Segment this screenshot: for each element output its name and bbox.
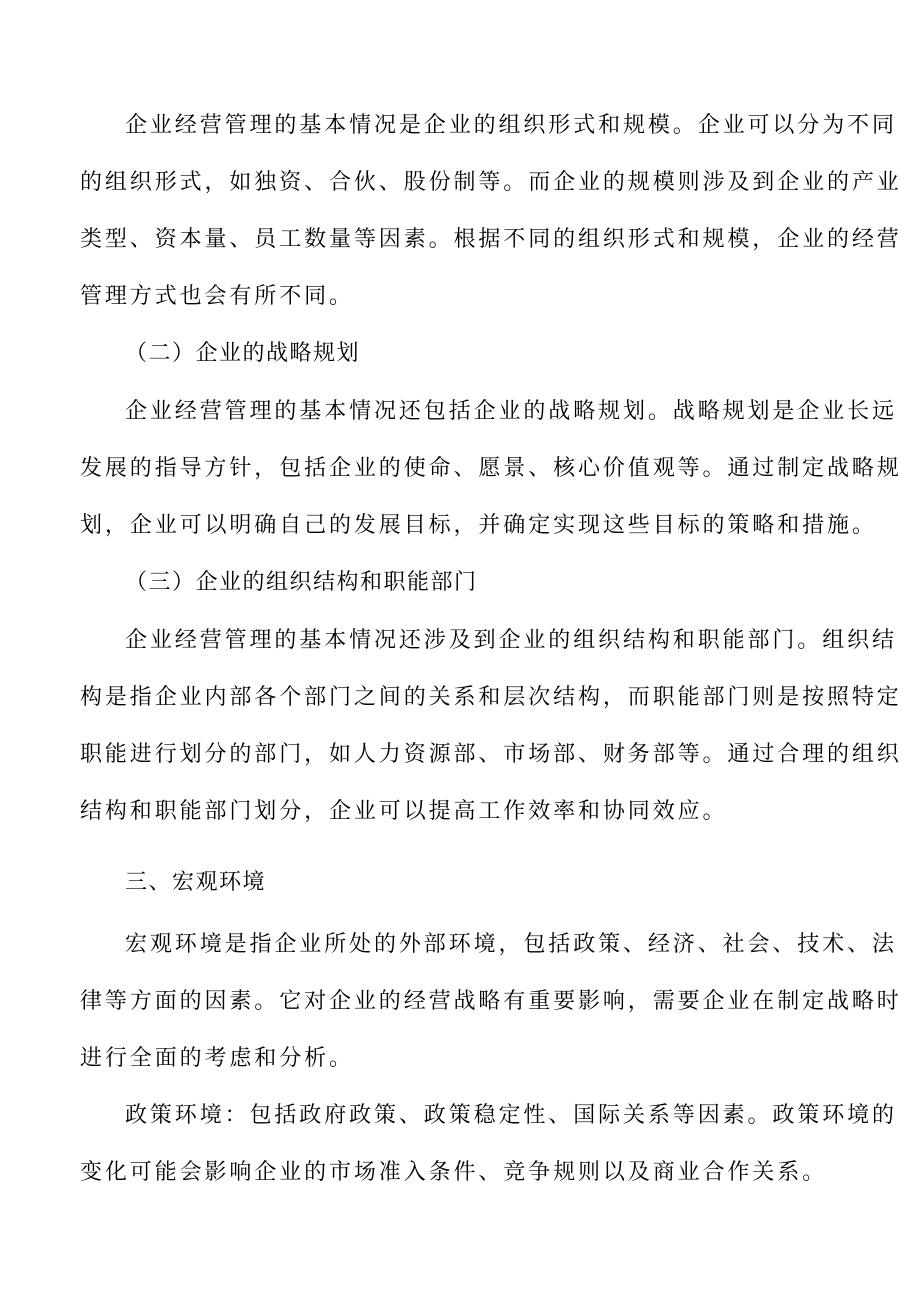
paragraph-line: 政策环境：包括政府政策、政策稳定性、国际关系等因素。政策环境的 <box>125 1103 897 1128</box>
paragraph-line: 职能进行划分的部门，如人力资源部、市场部、财务部等。通过合理的组织 <box>80 742 902 767</box>
subsection-heading: （三）企业的组织结构和职能部门 <box>125 570 478 595</box>
paragraph-line: 企业经营管理的基本情况是企业的组织形式和规模。企业可以分为不同 <box>125 113 897 138</box>
paragraph-line: 类型、资本量、员工数量等因素。根据不同的组织形式和规模，企业的经营 <box>80 227 902 252</box>
paragraph-line: 企业经营管理的基本情况还包括企业的战略规划。战略规划是企业长远 <box>125 399 897 424</box>
paragraph-line: 的组织形式，如独资、合伙、股份制等。而企业的规模则涉及到企业的产业 <box>80 170 902 195</box>
paragraph-line: 律等方面的因素。它对企业的经营战略有重要影响，需要企业在制定战略时 <box>80 989 902 1014</box>
section-heading: 三、宏观环境 <box>125 870 267 895</box>
subsection-heading: （二）企业的战略规划 <box>125 341 361 366</box>
paragraph-line: 进行全面的考虑和分析。 <box>80 1046 354 1071</box>
paragraph-line: 构是指企业内部各个部门之间的关系和层次结构，而职能部门则是按照特定 <box>80 685 902 710</box>
paragraph-line: 企业经营管理的基本情况还涉及到企业的组织结构和职能部门。组织结 <box>125 628 897 653</box>
paragraph-line: 划，企业可以明确自己的发展目标，并确定实现这些目标的策略和措施。 <box>80 513 877 538</box>
paragraph-line: 发展的指导方针，包括企业的使命、愿景、核心价值观等。通过制定战略规 <box>80 456 902 481</box>
paragraph-line: 宏观环境是指企业所处的外部环境，包括政策、经济、社会、技术、法 <box>125 932 897 957</box>
paragraph-line: 结构和职能部门划分，企业可以提高工作效率和协同效应。 <box>80 799 728 824</box>
paragraph-line: 管理方式也会有所不同。 <box>80 284 354 309</box>
paragraph-line: 变化可能会影响企业的市场准入条件、竞争规则以及商业合作关系。 <box>80 1160 828 1185</box>
